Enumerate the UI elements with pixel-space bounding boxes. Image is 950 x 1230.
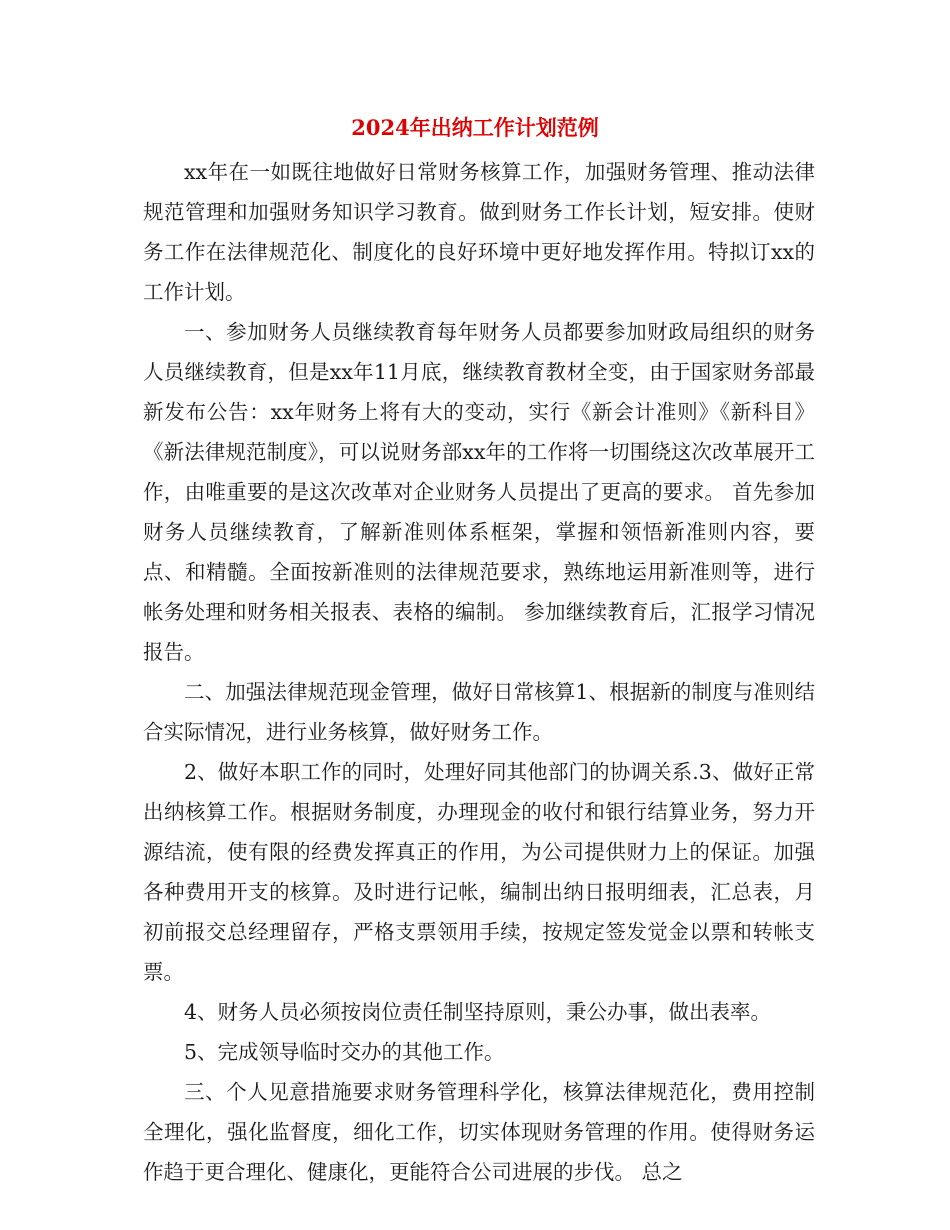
- paragraph-section-3: 三、个人见意措施要求财务管理科学化，核算法律规范化，费用控制全理化，强化监督度，细化工作，切实体现财务管理的作用。使得财务运作趋于更合理化、健康化，更能符合公司进展的步伐。 总之: [143, 1080, 815, 1184]
- paragraph-item-2: 2、做好本职工作的同时，处理好同其他部门的协调关系.3、做好正常出纳核算工作。根据财务制度，办理现金的收付和银行结算业务，努力开源结流，使有限的经费发挥真正的作用，为公司提供财力上的保证。加强各种费用开支的核算。及时进行记帐，编制出纳日报明细表，汇总表，月初前报交总经理留存，严格支票领用手续，按规定签发觉金以票和转帐支票。: [143, 760, 815, 984]
- paragraph-section-1: 一、参加财务人员继续教育每年财务人员都要参加财政局组织的财务人员继续教育，但是xx年11月底，继续教育教材全变，由于国家财务部最新发布公告：xx年财务上将有大的变动，实行《新会计准则》《新科目》《新法律规范制度》，可以说财务部xx年的工作将一切围绕这次改革展开工作，由唯重要的是这次改革对企业财务人员提出了更高的要求。 首先参加财务人员继续教育，了解新准则体系框架，掌握和领悟新准则内容，要点、和精髓。全面按新准则的法律规范要求，熟练地运用新准则等，进行帐务处理和财务相关报表、表格的编制。 参加继续教育后，汇报学习情况报告。: [143, 320, 815, 664]
- document-body: [143, 152, 815, 1192]
- document-title: 2024年出纳工作计划范例: [351, 115, 599, 140]
- paragraph-item-4: 4、财务人员必须按岗位责任制坚持原则，秉公办事，做出表率。: [184, 1000, 772, 1024]
- paragraph-section-2: 二、加强法律规范现金管理，做好日常核算1、根据新的制度与准则结合实际情况，进行业务核算，做好财务工作。: [143, 680, 815, 744]
- paragraph-item-5: 5、完成领导临时交办的其他工作。: [184, 1040, 505, 1064]
- paragraph-intro: xx年在一如既往地做好日常财务核算工作，加强财务管理、推动法律规范管理和加强财务知识学习教育。做到财务工作长计划，短安排。使财务工作在法律规范化、制度化的良好环境中更好地发挥作用。特拟订xx的工作计划。: [143, 160, 815, 304]
